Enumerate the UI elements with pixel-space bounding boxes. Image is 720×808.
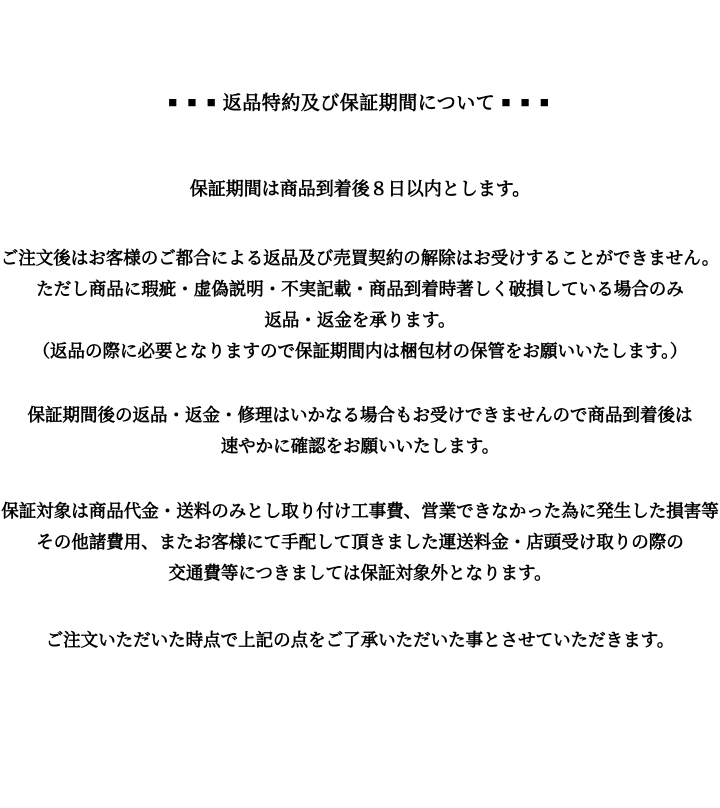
section-warranty-scope [0, 496, 720, 589]
policy-line: 保証期間後の返品・返金・修理はいかなる場合もお受けできませんので商品到着後は [27, 404, 693, 425]
policy-line: 保証対象は商品代金・送料のみとし取り付け工事費、営業できなかった為に発生した損害等 [1, 500, 719, 521]
square-bullet-left-icon: ■ ■ ■ [168, 94, 219, 111]
policy-line: ご注文後はお客様のご都合による返品及び売買契約の解除はお受けすることができません。 [0, 248, 720, 268]
section-after-warranty-policy [0, 400, 720, 462]
warranty-period-statement: 保証期間は商品到着後８日以内とします。 [189, 179, 531, 199]
return-policy-document [0, 88, 720, 808]
policy-line: その他諸費用、またお客様にて手配して頂きました運送料金・店頭受け取りの際の [36, 531, 684, 552]
square-bullet-right-icon: ■ ■ ■ [501, 94, 552, 111]
page-title [0, 88, 720, 115]
section-cancellation-policy [0, 243, 720, 368]
policy-line: （返品の際に必要となりますので保証期間内は梱包材の保管をお願いいたします。） [32, 341, 688, 362]
policy-line: ご注文いただいた時点で上記の点をご了承いただいた事とさせていただきます。 [45, 630, 675, 651]
section-agreement-note [0, 625, 720, 656]
page-title-text: 返品特約及び保証期間について [222, 93, 496, 114]
policy-line: 返品・返金を承ります。 [264, 310, 456, 331]
policy-line: ただし商品に瑕疵・虚偽説明・不実記載・商品到着時著しく破損している場合のみ [36, 279, 684, 300]
policy-line: 交通費等につきましては保証対象外となります。 [168, 563, 552, 584]
policy-line: 速やかに確認をお願いいたします。 [220, 435, 500, 456]
